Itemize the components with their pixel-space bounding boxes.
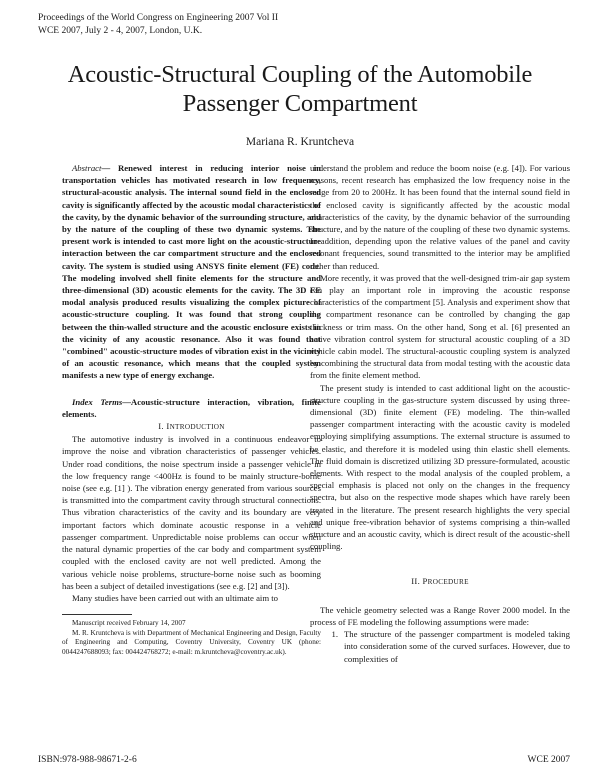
- header-line-2: WCE 2007, July 2 - 4, 2007, London, U.K.: [38, 26, 203, 36]
- conference-footer: WCE 2007: [527, 755, 570, 765]
- right-paragraph-3: The present study is intended to cast additional light on the acoustic-structure coupling in the gas-structure system discussed by using three-dimensional (3D) finite element (FE) modeling. The thin-walled passenger compartment interacting with the acoustic cavity is modeled employing simplifying assumptions. The external structure is assumed to be elastic, and therefore it is modeled using thin elastic shell elements. The fluid domain is discretized utilizing 3D pressure-formulated, acoustic elements. With respect to the modal analysis of the coupled problem, a special emphasis is placed not only on the changes in the frequency spectra, but also on the respective mode shapes which have rarely been treated in the literature. The present research highlights the very special and unique free-vibration behavior of systems comprising a thin-walled structure and an acoustic cavity, which is direct result of the acoustic-shell coupling.: [310, 382, 570, 552]
- abstract-text: — Renewed interest in reducing interior noise in transportation vehicles has motivated research in low frequency, structural-acoustic analysis. The internal sound field in the enclosed cavity is significantly affected by the acoustic modal characteristics of the cavity, by the dynamic behavior of the surrounding structure, and by the nature of the coupling of these two dynamic systems. The present work is intended to cast more light on the acoustic-structure interaction between the car compartment structure and the enclosed cavity. The system is studied using ANSYS finite element (FE) code. The modeling involved shell finite elements for the structure and three-dimensional (3D) acoustic elements for the cavity. The 3D FE modal analysis produced results visualizing the complex picture of acoustic-structure coupling. It was found that strong coupling between the thin-walled structure and the acoustic enclosure exists in the vicinity of any acoustic resonance. Also it was found that "combined" acoustic-structure modes of vibration exist in the vicinity of an acoustic resonance, which means that the coupled system manifests a new type of energy exchange.: [62, 163, 321, 381]
- section-number: II.: [411, 575, 421, 586]
- index-terms-text: —Acoustic-structure interaction, vibration, finite elements.: [62, 396, 321, 419]
- author-name: Mariana R. Kruntcheva: [245, 136, 355, 148]
- right-paragraph-1: understand the problem and reduce the boom noise (e.g. [4]). For various reasons, recent research has emphasized the low frequency noise in the range from 20 to 200Hz. It has been found that the internal sound field in the enclosed cavity is significantly affected by the acoustic modal characteristics of the cavity, by the dynamic behavior of the surrounding structure, and by the nature of the coupling of these two dynamic systems. In addition, depending upon the relative values of the panel and cavity resonant frequencies, sound transmitted to the interior may be amplified rather than reduced.: [310, 163, 570, 271]
- proceedings-header: [38, 12, 278, 38]
- section-title-rest: NTRODUCTION: [169, 423, 225, 432]
- abstract: [62, 162, 321, 382]
- section-number: I.: [158, 421, 164, 432]
- intro-paragraph-2: Many studies have been carried out with an ultimate aim to: [72, 592, 279, 603]
- footnote-divider: [62, 614, 132, 615]
- footnote-affiliation: M. R. Kruntcheva is with Department of Mechanical Engineering and Design, Faculty of Engineering and Computing, Coventry University, Coventry UK (phone: 0044247688093; fax: 004424768272; e-mail: m.kruntcheva@coventry.ac.uk).: [62, 628, 321, 656]
- left-column: [62, 162, 321, 657]
- section-title-initial: P: [422, 575, 428, 586]
- footnote-received: Manuscript received February 14, 2007: [72, 619, 186, 628]
- section-heading-procedure: [310, 575, 570, 588]
- list-item-number: 1.: [331, 629, 338, 640]
- intro-paragraph-1: The automotive industry is involved in a continuous endeavor to improve the noise and vibration characteristics of passenger vehicles. Under road conditions, the noise spectrum inside a passenger vehicle in the low frequency range <400Hz is found to be mainly structure-borne noise (see e.g. [1] ). The vibration energy generated from various sources is transmitted into the compartment cavity through structural connections. Thus vibration characteristics of the cavity and its boundary are very important factors which dominate acoustic response in a vehicle passenger compartment. Unpredictable noise problems can occur when the natural dynamic properties of the car body and compartment system coupled with the enclosed cavity are not well predicted. Among the various vehicle noise problems, structure-borne noise such as booming has been a subject of detailed investigations (see e.g. [2] and [3]).: [62, 434, 321, 591]
- index-terms-label: Index Terms: [72, 396, 123, 407]
- list-item-text: The structure of the passenger compartment is modeled taking into consideration some of the curved surfaces. However, due to complexities of: [344, 629, 570, 664]
- right-paragraph-2: More recently, it was proved that the well-designed trim-air gap system can play an important role in improving the acoustic response characteristics of the compartment [5]. Analysis and experiment show that the compartment resonance can be controlled by changing the gap thickness or trim mass. On the other hand, Song et al. [6] presented an active vibration control system for structural acoustic coupling of a 3D vehicle cabin model. The structural-acoustic coupling system is analyzed by combining the structural data from modal testing with the acoustic data from the finite element method.: [310, 272, 570, 381]
- isbn-footer: ISBN:978-988-98671-2-6: [38, 755, 137, 765]
- paper-title: Acoustic-Structural Coupling of the Automobile Passenger Compartment: [67, 61, 533, 117]
- abstract-label: Abstract: [72, 163, 102, 173]
- list-item: [310, 628, 570, 665]
- section-heading-introduction: [62, 420, 321, 433]
- section-title-initial: I: [166, 421, 170, 432]
- header-line-1: Proceedings of the World Congress on Engineering 2007 Vol II: [38, 13, 279, 23]
- right-column: [310, 162, 570, 665]
- procedure-paragraph: The vehicle geometry selected was a Range Rover 2000 model. In the process of FE modeling the following assumptions were made:: [310, 604, 570, 627]
- section-title-rest: ROCEDURE: [427, 577, 469, 586]
- index-terms: [62, 396, 321, 420]
